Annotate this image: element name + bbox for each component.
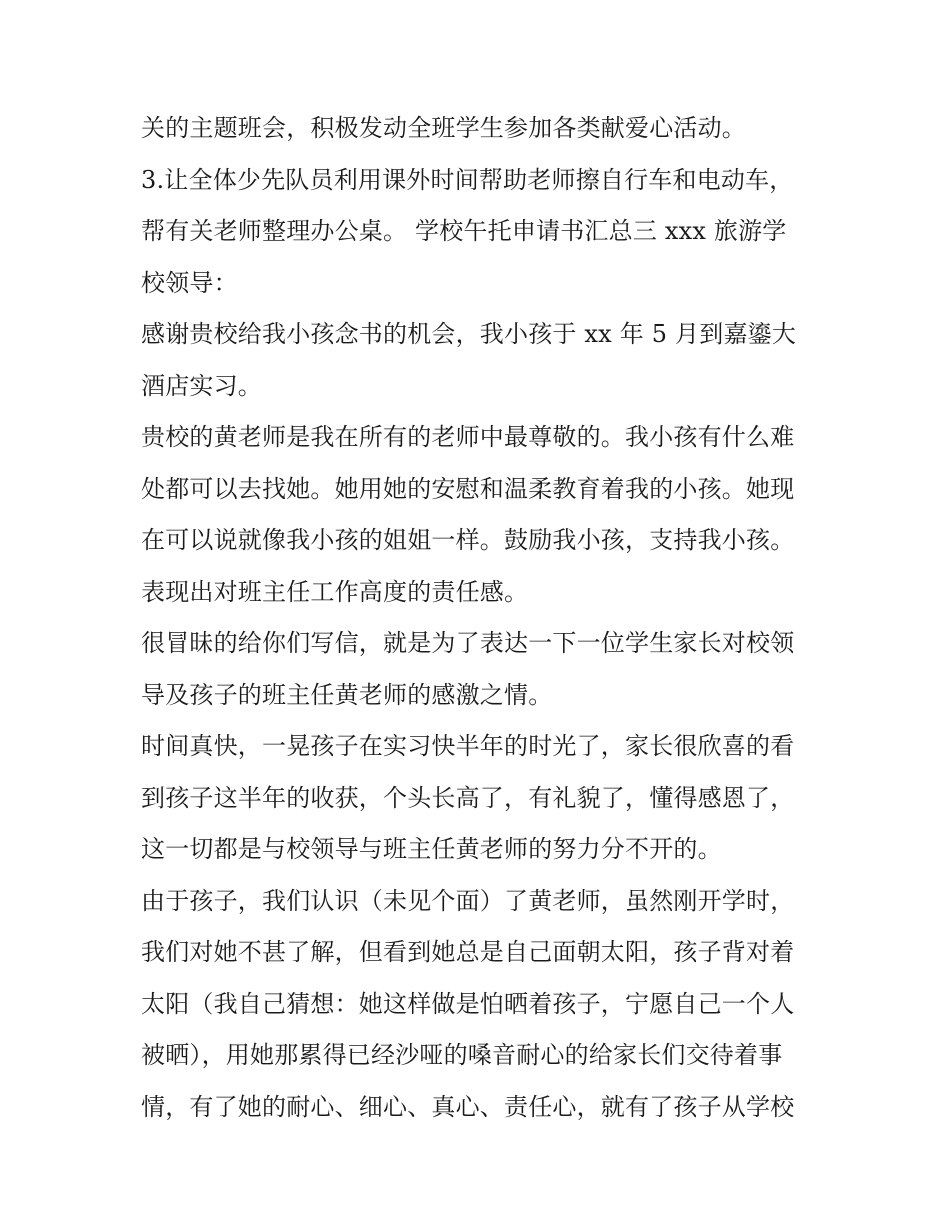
body-text: [141, 108, 821, 1138]
text-line: 3.让全体少先队员利用课外时间帮助老师擦自行车和电动车，: [141, 165, 794, 194]
text-line: 太阳（我自己猜想：她这样做是怕晒着孩子，宁愿自己一个人: [141, 989, 795, 1018]
text-line: 导及孩子的班主任黄老师的感激之情。: [141, 680, 553, 709]
text-line: 在可以说就像我小孩的姐姐一样。鼓励我小孩，支持我小孩。: [141, 526, 795, 554]
text-line: 感谢贵校给我小孩念书的机会，我小孩于 xx 年 5 月到嘉鎏大: [141, 320, 797, 348]
text-line: 帮有关老师整理办公桌。 学校午托申请书汇总三 xxx 旅游学: [141, 217, 787, 245]
text-line: 由于孩子，我们认识（未见个面）了黄老师，虽然刚开学时，: [141, 886, 795, 915]
text-line: 我们对她不甚了解，但看到她总是自己面朝太阳，孩子背对着: [141, 938, 795, 966]
text-line: 酒店实习。: [141, 371, 262, 400]
text-line: 这一切都是与校领导与班主任黄老师的努力分不开的。: [141, 835, 722, 863]
text-line: 关的主题班会，积极发动全班学生参加各类献爱心活动。: [141, 114, 746, 142]
text-line: 很冒昧的给你们写信，就是为了表达一下一位学生家长对校领: [141, 629, 795, 657]
text-line: 时间真快，一晃孩子在实习快半年的时光了，家长很欣喜的看: [141, 732, 795, 760]
text-line: 处都可以去找她。她用她的安慰和温柔教育着我的小孩。她现: [141, 474, 795, 503]
text-line: 到孩子这半年的收获，个头长高了，有礼貌了，懂得感恩了，: [141, 783, 795, 812]
text-line: 被晒），用她那累得已经沙哑的嗓音耐心的给家长们交待着事: [141, 1041, 783, 1069]
text-line: 校领导：: [141, 268, 238, 297]
text-line: 贵校的黄老师是我在所有的老师中最尊敬的。我小孩有什么难: [141, 423, 795, 451]
text-line: 情，有了她的耐心、细心、真心、责任心，就有了孩子从学校: [141, 1092, 795, 1121]
text-line: 表现出对班主任工作高度的责任感。: [141, 577, 529, 606]
